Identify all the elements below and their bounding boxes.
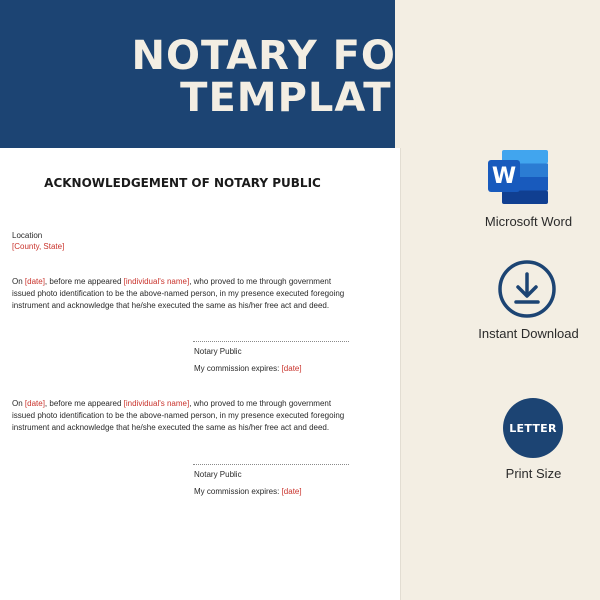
line1-rest: , who proved to me through government [189,399,332,408]
word-icon-letter: W [491,164,517,189]
title-line-1: NOTARY FORM [131,33,469,79]
paragraph-line-2: issued photo identification to be the above-named person, in my presence executed foregoing [12,411,345,420]
document-heading: ACKNOWLEDGEMENT OF NOTARY PUBLIC [44,176,321,190]
paragraph-line [12,398,357,410]
name-placeholder: [individual's name] [123,399,190,408]
date-placeholder: [date] [24,399,45,408]
name-placeholder: [individual's name] [123,277,190,286]
download-icon [497,259,557,319]
letter-size-badge: LETTER [503,398,563,458]
acknowledgement-paragraph-1 [12,276,357,312]
on-text: On [12,399,25,408]
commission-expires-2 [194,486,302,498]
paragraph-line-2: issued photo identification to be the above-named person, in my presence executed foregoing [12,289,345,298]
instant-download-label: Instant Download [478,326,579,341]
commission-expires-1 [194,363,302,375]
paragraph-line-3: instrument and acknowledge that he/she executed the same as his/her free act and deed. [12,301,330,310]
before-text: , before me appeared [44,277,124,286]
title-line-2: TEMPLATE [180,75,420,121]
signature-line-2 [193,464,349,465]
location-value: [County, State] [12,242,65,251]
print-size-label: Print Size [505,466,562,481]
paragraph-line-3: instrument and acknowledge that he/she executed the same as his/her free act and deed. [12,423,330,432]
location-label: Location [12,231,43,240]
banner-title [0,35,600,119]
commission-label: My commission expires: [194,487,282,496]
microsoft-word-icon [488,150,548,204]
microsoft-word-label: Microsoft Word [484,214,573,229]
signature-line-1 [193,341,349,342]
notary-public-label-2: Notary Public [194,470,242,479]
date-placeholder: [date] [24,277,45,286]
commission-label: My commission expires: [194,364,282,373]
notary-public-label-1: Notary Public [194,347,242,356]
commission-date-placeholder: [date] [281,364,302,373]
before-text: , before me appeared [44,399,124,408]
acknowledgement-paragraph-2 [12,398,357,434]
paragraph-line [12,276,357,288]
on-text: On [12,277,25,286]
commission-date-placeholder: [date] [281,487,302,496]
line1-rest: , who proved to me through government [189,277,332,286]
